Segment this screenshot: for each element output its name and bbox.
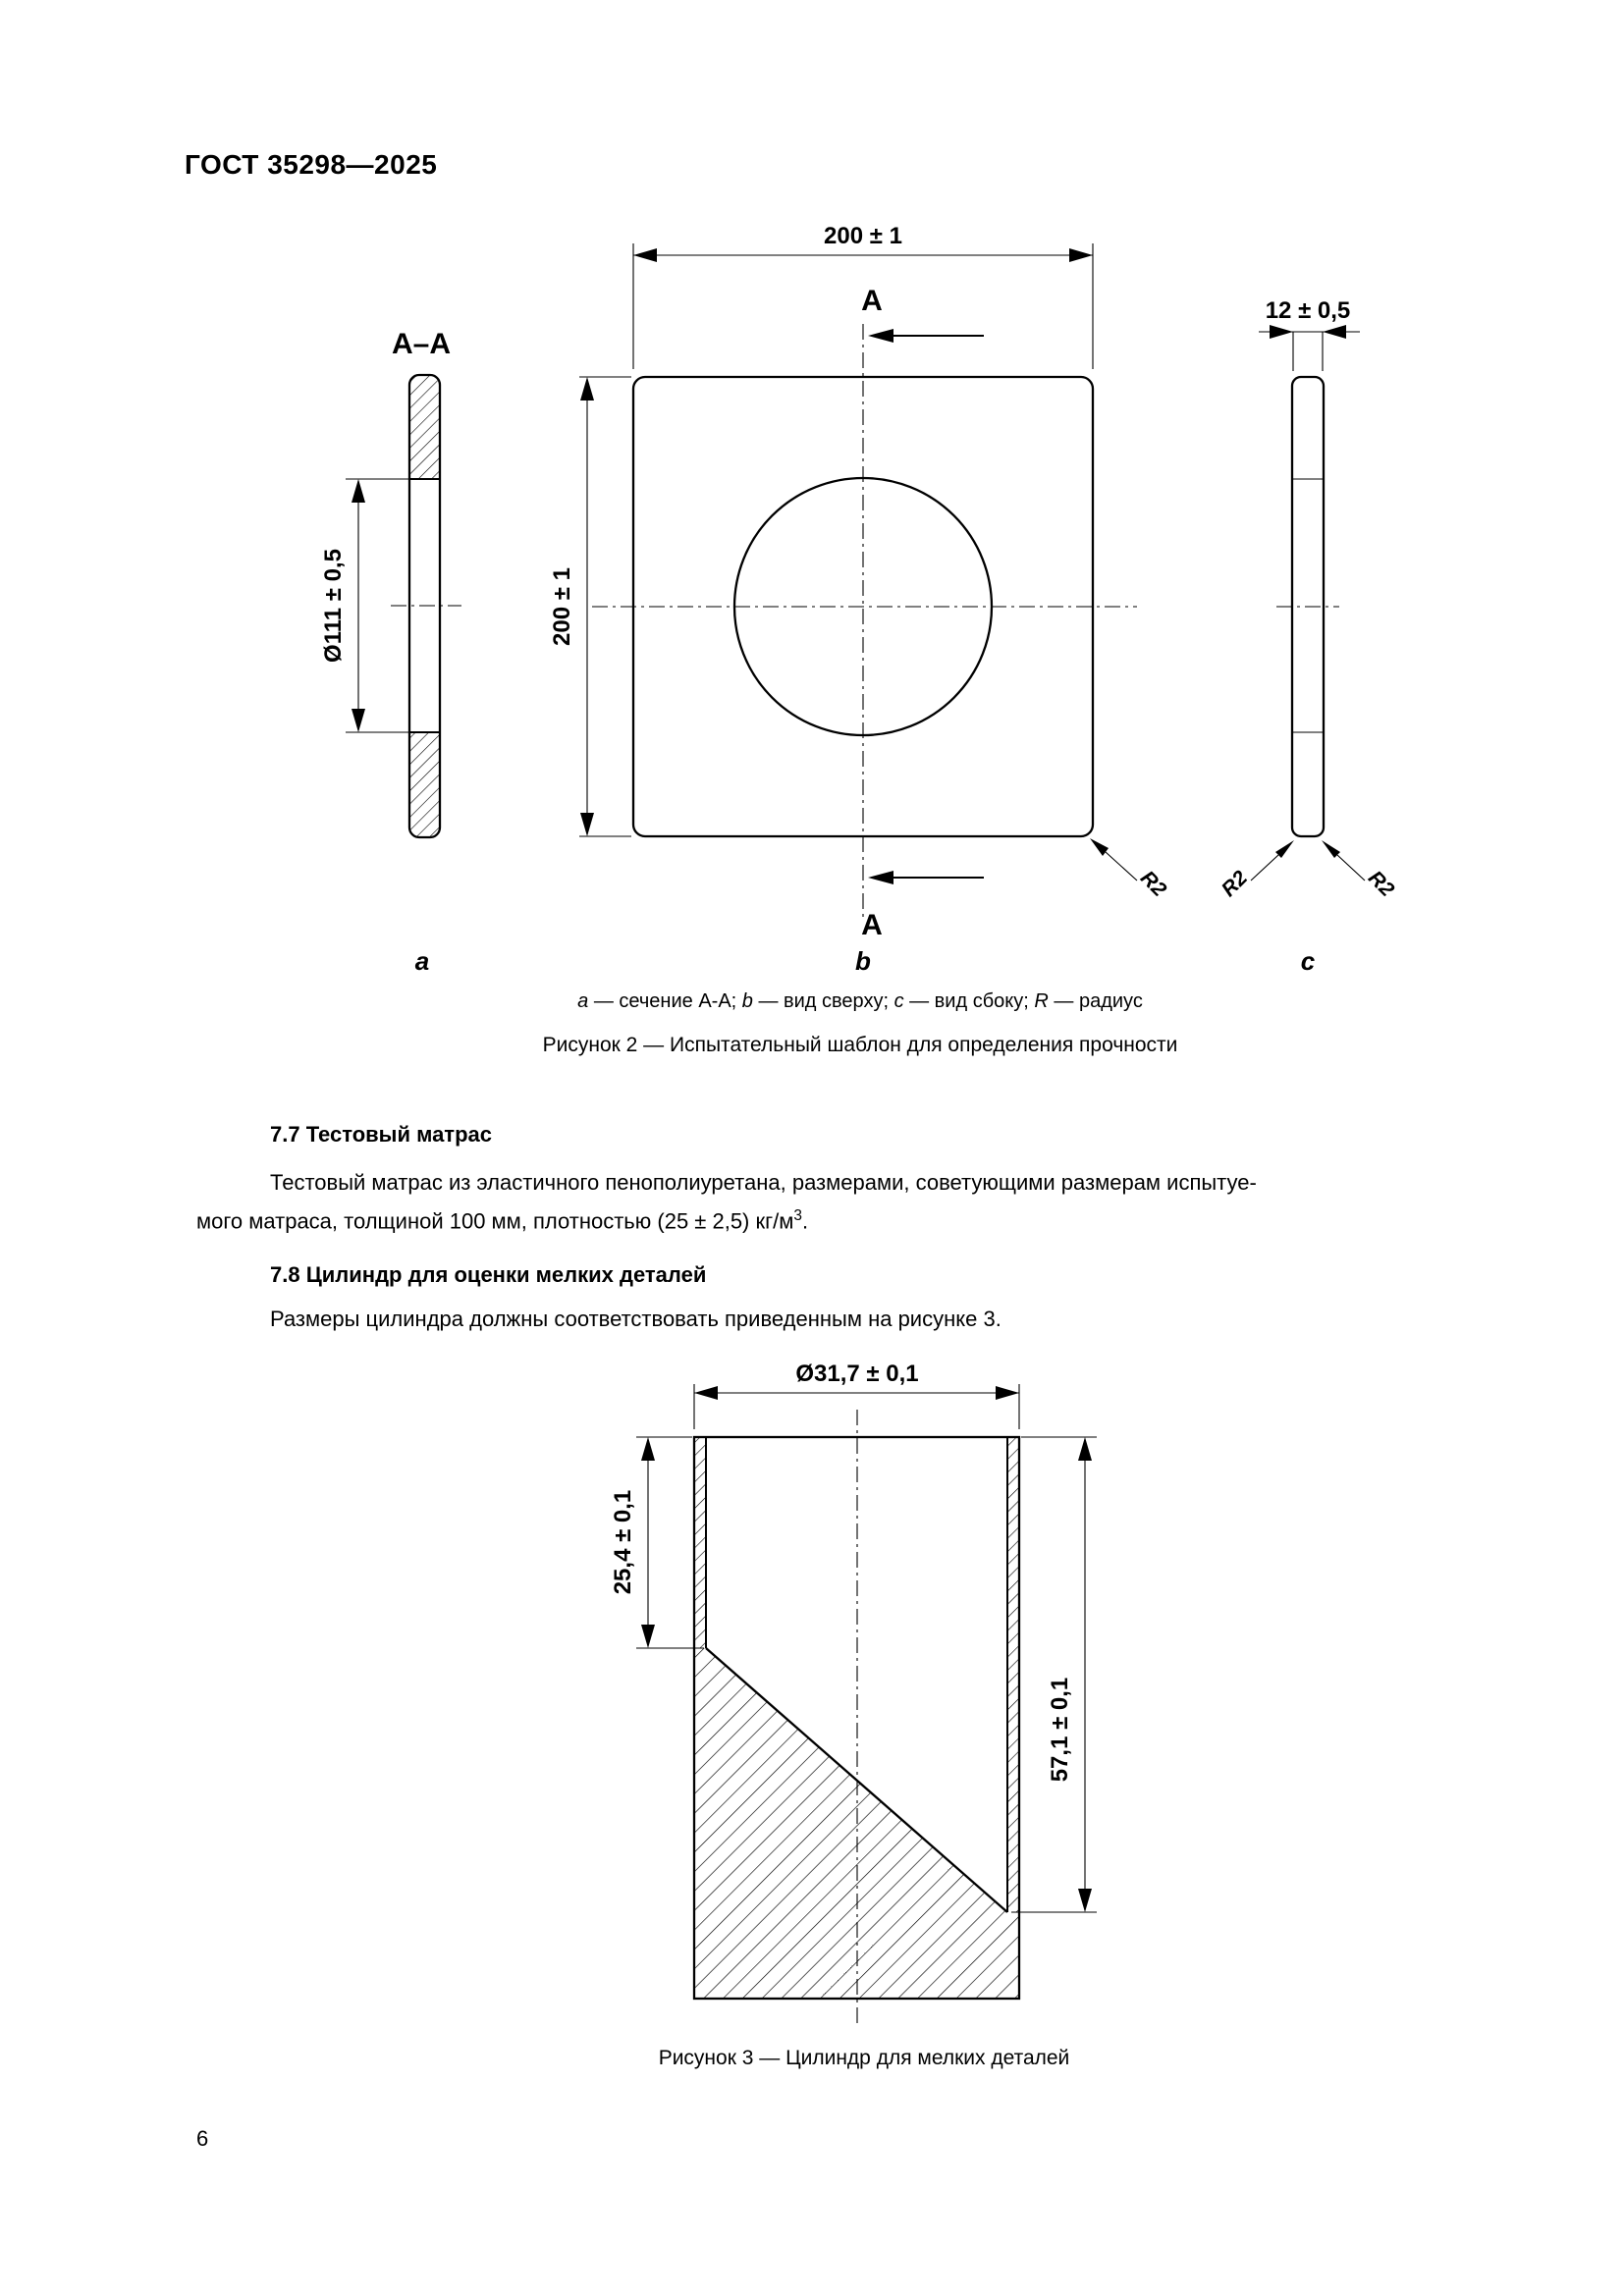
radius-callout-c-right: R2	[1363, 866, 1399, 902]
dim-depth-deep: 57,1 ± 0,1	[1047, 1677, 1073, 1783]
dim-depth-shallow: 25,4 ± 0,1	[610, 1489, 636, 1595]
section-arrow-bottom-label: А	[861, 909, 883, 941]
page-number: 6	[196, 2126, 209, 2151]
section-arrow-top-label: А	[861, 285, 883, 317]
view-b-letter: b	[855, 946, 871, 976]
para-7-8-line1: Размеры цилиндра должны соответствовать приведенным на рисунке 3.	[270, 1307, 1001, 1331]
view-a-letter: a	[414, 946, 430, 976]
dim-hole-diameter: Ø111 ± 0,5	[320, 549, 347, 663]
radius-callout-b: R2	[1135, 866, 1171, 902]
legend-b: b	[741, 990, 753, 1012]
dim-plate-width: 200 ± 1	[824, 223, 902, 249]
dim-plate-thickness: 12 ± 0,5	[1265, 297, 1351, 324]
legend-r: R	[1034, 990, 1049, 1012]
superscript-3: 3	[793, 1207, 802, 1224]
document-title: ГОСТ 35298—2025	[185, 149, 438, 180]
dim-plate-height: 200 ± 1	[549, 567, 575, 646]
figure2-legend: a — сечение А-А; b — вид сверху; c — вид сбоку; R — радиус	[577, 990, 1143, 1012]
fig2-top-view-b	[549, 223, 1170, 976]
para-7-7-line2: мого матраса, толщиной 100 мм, плотностью (25 ± 2,5) $кг/м^3$.	[196, 1207, 809, 1234]
radius-callout-c-left: R2	[1217, 866, 1253, 902]
legend-a: a	[577, 990, 589, 1012]
section-aa-label: А–А	[391, 328, 452, 360]
dim-cylinder-diameter: Ø31,7 ± 0,1	[795, 1361, 919, 1387]
figure2-caption: Рисунок 2 — Испытательный шаблон для определения прочности	[542, 1034, 1178, 1056]
fig2-section-view-a	[320, 328, 461, 976]
legend-c: c	[893, 990, 904, 1012]
heading-7-8: 7.8 Цилиндр для оценки мелких деталей	[270, 1262, 707, 1287]
cylinder-right-wall	[1007, 1437, 1019, 1912]
heading-7-7: 7.7 Тестовый матрас	[270, 1122, 492, 1147]
para-7-7-line1: Тестовый матрас из эластичного пенополиуретана, размерами, советующими размерам испытуе-	[270, 1170, 1257, 1195]
fig3-cylinder-drawing	[610, 1361, 1097, 2024]
fig2-side-view-c	[1218, 297, 1399, 976]
view-c-letter: c	[1300, 946, 1316, 976]
cylinder-left-wall	[694, 1437, 706, 1648]
figure3-caption: Рисунок 3 — Цилиндр для мелких деталей	[658, 2047, 1070, 2069]
